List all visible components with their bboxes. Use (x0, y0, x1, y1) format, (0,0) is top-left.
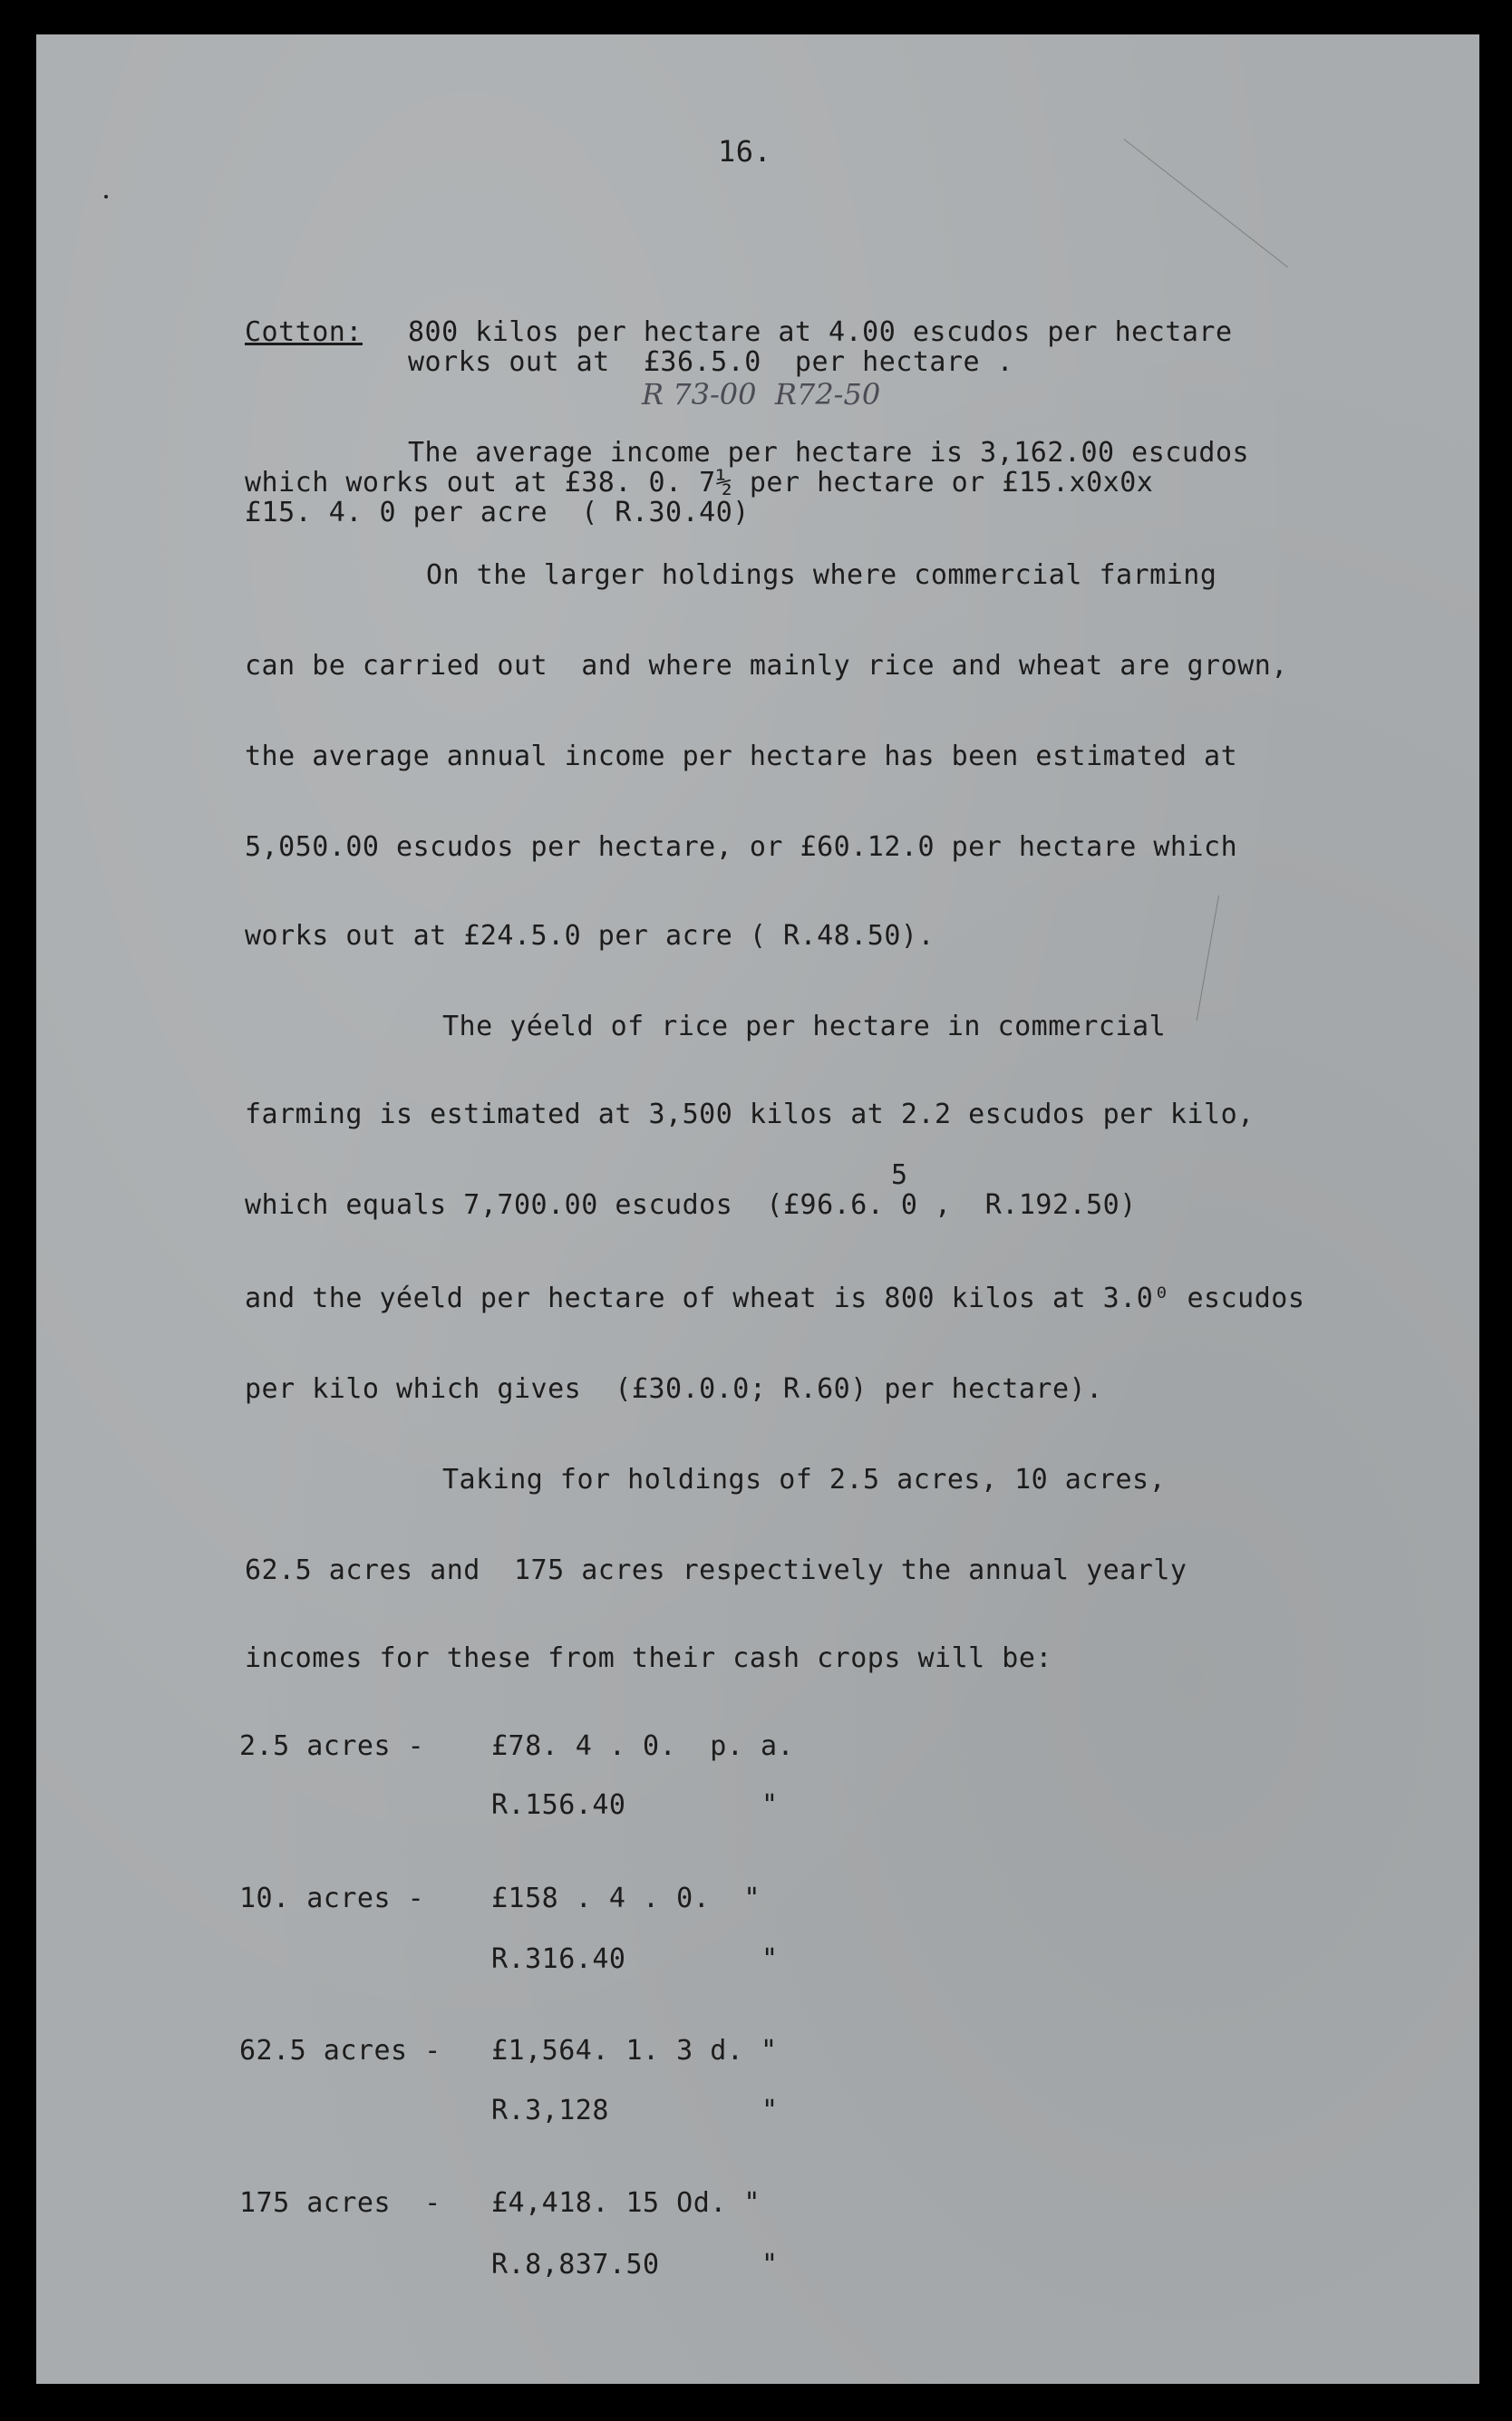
larger-line-3: the average annual income per hectare has been estimated at (245, 741, 1238, 772)
average-line-2: which works out at £38. 0. 7½ per hectare or £15.x0x0x (245, 467, 1154, 499)
yield-correction-digit: 5 (891, 1159, 908, 1191)
taking-line-3: incomes for these from their cash crops will be: (245, 1642, 1052, 1674)
larger-line-5: works out at £24.5.0 per acre ( R.48.50). (245, 920, 935, 952)
cotton-line-1: 800 kilos per hectare at 4.00 escudos per hectare (408, 316, 1233, 348)
income-rupees: R.8,837.50 (491, 2249, 660, 2281)
cotton-line-2: works out at £36.5.0 per hectare . (408, 346, 1014, 378)
income-acres: 175 acres - (239, 2187, 441, 2219)
document-page (36, 34, 1479, 2384)
page-number: 16. (718, 134, 772, 169)
income-rupees: R.3,128 (491, 2095, 609, 2126)
larger-line-1: On the larger holdings where commercial farming (426, 559, 1217, 591)
taking-line-2: 62.5 acres and 175 acres respectively the annual yearly (245, 1554, 1187, 1586)
handwritten-note: R 73-00 R72-50 (642, 377, 881, 412)
income-pounds: £1,564. 1. 3 d. " (491, 2035, 778, 2067)
income-acres: 2.5 acres - (239, 1730, 425, 1762)
income-rupees-ditto: " (761, 2095, 779, 2126)
taking-line-1: Taking for holdings of 2.5 acres, 10 acres, (442, 1464, 1167, 1496)
yield-line-5: per kilo which gives (£30.0.0; R.60) per hectare). (245, 1373, 1103, 1405)
average-line-3: £15. 4. 0 per acre ( R.30.40) (245, 497, 750, 528)
income-rupees-ditto: " (761, 1943, 779, 1975)
income-rupees: R.156.40 (491, 1789, 626, 1821)
income-rupees-ditto: " (761, 2249, 779, 2281)
larger-line-4: 5,050.00 escudos per hectare, or £60.12.0 per hectare which (245, 831, 1238, 863)
income-acres: 10. acres - (239, 1883, 425, 1914)
income-acres: 62.5 acres - (239, 2035, 441, 2067)
yield-line-4: and the yéeld per hectare of wheat is 800 kilos at 3.0⁰ escudos (245, 1283, 1305, 1314)
larger-line-2: can be carried out and where mainly rice and wheat are grown, (245, 650, 1288, 682)
yield-line-2: farming is estimated at 3,500 kilos at 2.2 escudos per kilo, (245, 1099, 1255, 1130)
paper-speck (104, 195, 108, 199)
yield-line-1: The yéeld of rice per hectare in commercial (442, 1011, 1167, 1042)
income-rupees-ditto: " (761, 1789, 779, 1821)
income-rupees: R.316.40 (491, 1943, 626, 1975)
income-pounds: £78. 4 . 0. p. a. (491, 1730, 795, 1762)
income-pounds: £158 . 4 . 0. " (491, 1883, 761, 1914)
income-pounds: £4,418. 15 Od. " (491, 2187, 761, 2219)
paper-crease (1197, 896, 1219, 1021)
cotton-label: Cotton: (245, 316, 363, 348)
average-line-1: The average income per hectare is 3,162.00 escudos (408, 437, 1250, 469)
yield-line-3: which equals 7,700.00 escudos (£96.6. 0 , R.192.50) (245, 1189, 1137, 1221)
paper-crease (1123, 139, 1288, 267)
